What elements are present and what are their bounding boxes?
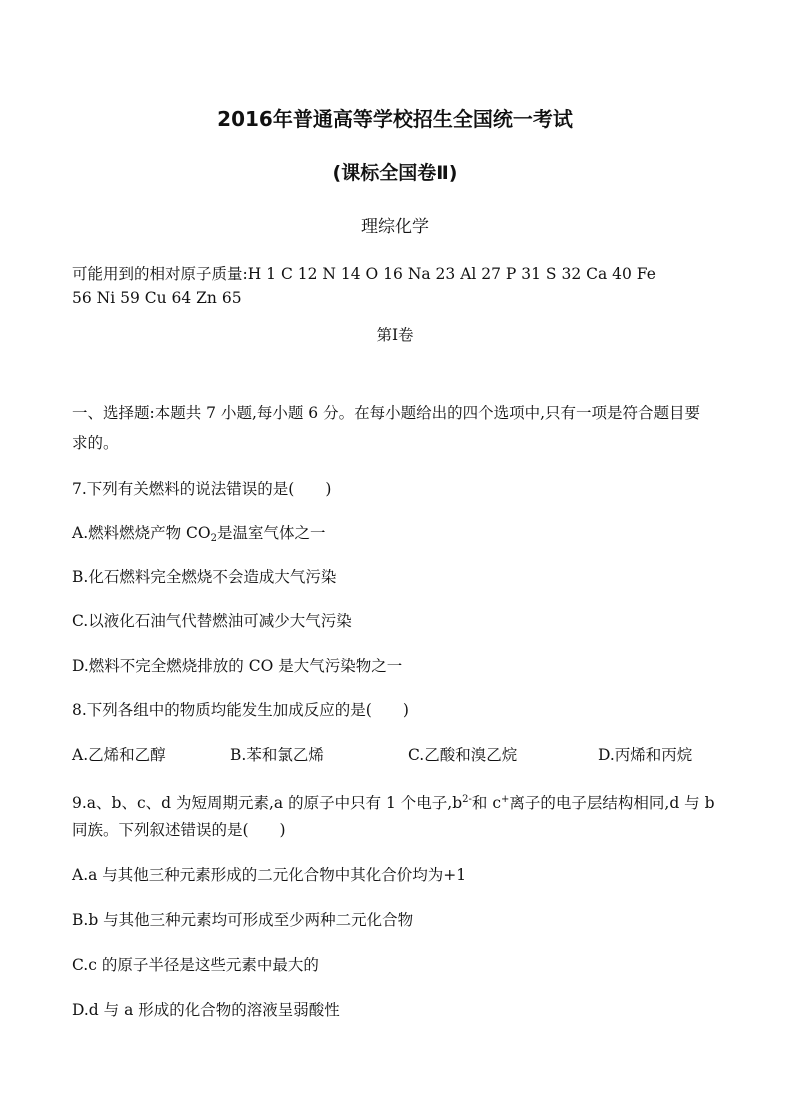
- option-text: A.燃料燃烧产物 CO: [72, 524, 211, 542]
- superscript: +: [501, 794, 510, 805]
- superscript: 2-: [462, 794, 472, 805]
- subject-title: 理综化学: [361, 217, 429, 237]
- question-9-option-c: C.c 的原子半径是这些元素中最大的: [72, 956, 319, 974]
- question-7-option-b: B.化石燃料完全燃烧不会造成大气污染: [72, 568, 337, 586]
- question-8-option-c: C.乙酸和溴乙烷: [408, 746, 518, 764]
- question-7-option-c: C.以液化石油气代替燃油可减少大气污染: [72, 612, 352, 630]
- option-text: 是温室气体之一: [217, 524, 326, 542]
- question-8-option-a: A.乙烯和乙醇: [72, 746, 166, 764]
- exam-subtitle: (课标全国卷Ⅱ): [332, 162, 458, 184]
- question-8-option-b: B.苯和氯乙烯: [230, 746, 324, 764]
- instructions-line-1: 一、选择题:本题共 7 小题,每小题 6 分。在每小题给出的四个选项中,只有一项是符合题目要: [72, 404, 701, 422]
- question-7-option-d: D.燃料不完全燃烧排放的 CO 是大气污染物之一: [72, 657, 403, 675]
- atomic-mass-line-1: 可能用到的相对原子质量:H 1 C 12 N 14 O 16 Na 23 Al 27 P 31 S 32 Ca 40 Fe: [72, 265, 656, 283]
- stem-text: 和 c: [471, 794, 502, 812]
- subscript: 2: [210, 533, 217, 544]
- question-7-stem: 7.下列有关燃料的说法错误的是( ): [72, 480, 332, 498]
- atomic-mass-line-2: 56 Ni 59 Cu 64 Zn 65: [72, 289, 242, 307]
- question-9-stem-line-1: [72, 790, 722, 813]
- question-8-option-d: D.丙烯和丙烷: [598, 746, 693, 764]
- question-9-option-a: A.a 与其他三种元素形成的二元化合物中其化合价均为+1: [72, 866, 467, 884]
- question-9-stem-line-2: 同族。下列叙述错误的是( ): [72, 821, 286, 839]
- instructions-line-2: 求的。: [72, 434, 119, 452]
- exam-title: 2016年普通高等学校招生全国统一考试: [217, 107, 573, 131]
- stem-text: 9.a、b、c、d 为短周期元素,a 的原子中只有 1 个电子,b: [72, 794, 463, 812]
- question-8-stem: 8.下列各组中的物质均能发生加成反应的是( ): [72, 701, 409, 719]
- section-title: 第Ⅰ卷: [376, 326, 414, 344]
- stem-text: 离子的电子层结构相同,d 与 b: [509, 794, 715, 812]
- question-7-option-a: [72, 523, 722, 549]
- question-9-option-d: D.d 与 a 形成的化合物的溶液呈弱酸性: [72, 1001, 340, 1019]
- question-9-option-b: B.b 与其他三种元素均可形成至少两种二元化合物: [72, 911, 414, 929]
